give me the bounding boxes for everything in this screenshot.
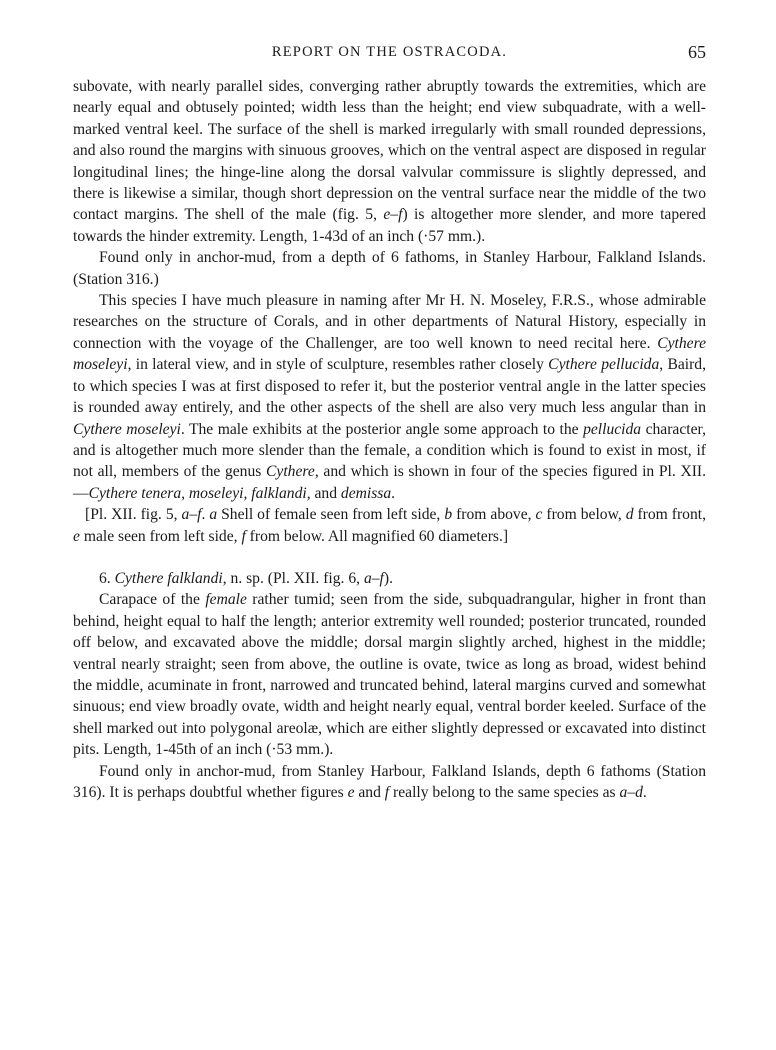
figure-letter: f	[384, 784, 390, 801]
text-run: and	[354, 784, 385, 801]
text-run: from below. All magnified 60 diameters.]	[245, 527, 509, 545]
text-run: rather tumid; seen from the side, subquadrangular, higher in front than behind, height equal to half the length; anterior extremity well rounded; posterior truncated, rounded off below, and excavated above the middle; dorsal margin slightly arched, highest in the middle; ventral nearly straight; seen from above, the outline is ovate, twice as long as broad, widest behind the middle, acuminate in front, narrowed and truncated behind, lateral margins curved and somewhat sinuous; end view broadly ovate, width and height nearly equal, ventral border keeled. Surface of the shell marked out into polygonal areolæ, which are either slightly depressed or excavated into distinct pits. Length, 1-45th of an inch (·53 mm.).	[73, 591, 707, 759]
figure-reference: a–d	[619, 784, 643, 801]
text-run: Found only in anchor-mud, from Stanley Harbour, Falkland Islands, depth 6 fathoms (Station 316). It is perhaps doubtful whether figures	[73, 762, 706, 801]
figure-letter: b	[444, 506, 453, 524]
page-number: 65	[688, 42, 706, 62]
species-list: Cythere tenera, moseleyi, falklandi,	[88, 484, 311, 502]
figure-reference: a–f	[181, 506, 202, 524]
running-title: REPORT ON THE OSTRACODA.	[271, 44, 508, 60]
text-run: ).	[383, 569, 393, 587]
page	[73, 40, 706, 803]
sex-term: female	[205, 591, 247, 609]
paragraph-carapace-description	[73, 589, 706, 760]
running-head	[73, 40, 706, 64]
figure-letter: e	[73, 527, 80, 545]
text-run: Shell of female seen from left side,	[217, 506, 445, 524]
genus-name: Cythere	[266, 463, 315, 481]
section-gap	[73, 547, 706, 568]
figure-reference: e–f	[383, 206, 403, 224]
text-run: .	[642, 784, 647, 801]
text-run: male seen from left side,	[79, 527, 242, 545]
text-run: from above,	[452, 506, 536, 524]
species-name: Cythere pellucida	[548, 356, 660, 374]
text-run: . The male exhibits at the posterior angle some approach to the	[180, 420, 584, 438]
text-run: , in lateral view, and in style of sculpture, resembles rather closely	[127, 356, 549, 374]
figure-reference: a–f	[363, 569, 384, 587]
figure-letter: d	[625, 506, 634, 524]
text-run: and	[310, 484, 341, 502]
paragraph-locality	[73, 247, 706, 290]
text-run: This species I have much pleasure in naming after Mr H. N. Moseley, F.R.S., whose admirable researches on the structure of Corals, and in other departments of Natural History, especially in connection with the voyage of the Challenger, are too well known to need recital here.	[73, 292, 706, 352]
text-run: .	[391, 484, 396, 502]
text-run: from below,	[542, 506, 626, 524]
text-run: , and which is shown in four of the species figured in Pl. XII.—	[73, 463, 706, 502]
text-run: Carapace of the	[99, 591, 206, 609]
text-run: , n. sp. (Pl. XII. fig. 6,	[222, 569, 364, 587]
species-number: 6.	[99, 569, 115, 587]
text-run: really belong to the same species as	[389, 784, 620, 801]
paragraph-etymology	[73, 290, 706, 504]
paragraph-locality	[73, 761, 706, 804]
species-name: demissa	[340, 484, 392, 502]
species-name: pellucida	[583, 420, 642, 438]
species-name: Cythere moseleyi	[73, 334, 706, 374]
text-run: subovate, with nearly parallel sides, converging rather abruptly towards the extremities, which are nearly equal and obtusely pointed; width less than the height; end view subquadrate, with a well-marked ventral keel. The surface of the shell is marked irregularly with small rounded depressions, and also round the margins with sinuous grooves, which on the ventral aspect are disposed in regular longitudinal lines; the hinge-line along the dorsal valvular commissure is slightly depressed, and there is likewise a similar, though short depression on the ventral surface near the middle of the two contact margins. The shell of the male (fig. 5,	[73, 78, 706, 224]
text-run: from front,	[633, 506, 706, 524]
paragraph-description-continued	[73, 76, 706, 247]
text-run: [Pl. XII. fig. 5,	[85, 506, 182, 524]
figure-letter: c	[535, 506, 543, 524]
figure-letter: a	[209, 506, 218, 524]
text-run: .	[201, 506, 210, 524]
species-name: Cythere falklandi	[114, 569, 223, 587]
species-heading	[73, 568, 706, 589]
text-run: Found only in anchor-mud, from a depth of 6 fathoms, in Stanley Harbour, Falkland Islands. (Station 316.)	[73, 249, 706, 288]
figure-letter: f	[241, 527, 246, 545]
figure-letter: e	[347, 784, 355, 801]
text-run: character, and is altogether much more slender than the female, a condition which is found to exist in most, if not all, members of the genus	[73, 420, 706, 481]
plate-caption	[73, 504, 706, 547]
text-run: , Baird, to which species I was at first disposed to refer it, but the posterior ventral angle in the latter species is rounded away entirely, and the other aspects of the shell are also very much less angular than in	[73, 356, 707, 417]
text-run: ) is altogether more slender, and more tapered towards the hinder extremity. Length, 1-43d of an inch (·57 mm.).	[73, 206, 706, 245]
species-name: Cythere moseleyi	[73, 420, 181, 438]
